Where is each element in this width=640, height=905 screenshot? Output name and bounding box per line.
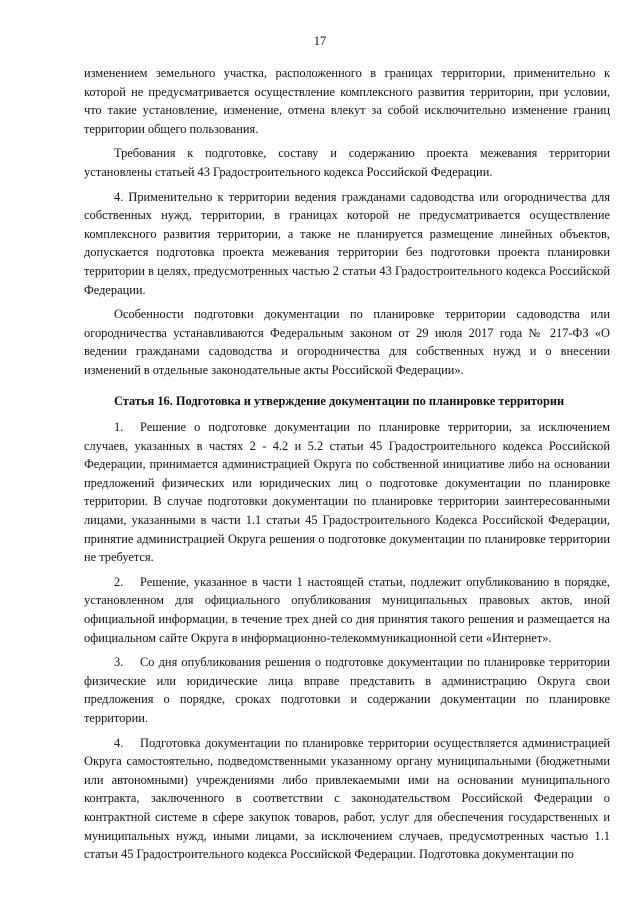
numbered-item-3	[84, 653, 610, 727]
paragraph-features: Особенности подготовки документации по планировке территории садоводства или огородничества устанавливаются Федеральным законом от 29 июля 2017 года № 217-ФЗ «О ведении гражданами садоводства и огородничества для собственных нужд и о внесении изменений в отдельные законодательные акты Российской Федерации».	[84, 307, 610, 377]
item-number: 1.	[114, 420, 124, 435]
paragraph-item-4: 4. Применительно к территории ведения гражданами садоводства или огородничества для собственных нужд, территории, в границах которой не предусматривается осуществление комплексного развития территории, а также не планируется размещение линейных объектов, допускается подготовка проекта межевания территории без подготовки проекта планировки территории в целях, предусмотренных частью 2 статьи 43 Градостроительного кодекса Российской Федерации.	[84, 189, 610, 297]
numbered-item-4	[84, 734, 610, 864]
page-number: 17	[313, 34, 327, 48]
document-body	[84, 64, 610, 870]
paragraph-continuation: изменением земельного участка, расположенного в границах территории, применительно к которой не предусматривается осуществление комплексного развития территории, при условии, что такие установление, изменение, отмена влекут за собой исключительно изменение границ территории общего пользования.	[84, 66, 610, 136]
item-text: Решение, указанное в части 1 настоящей статьи, подлежит опубликованию в порядке, установленном для официального опубликования муниципальных правовых актов, иной официальной информации, в течение трех дней со дня принятия такого решения и размещается на официальном сайте Округа в информационно-телекоммуникационной сети «Интернет».	[84, 574, 610, 645]
article-heading: Статья 16. Подготовка и утверждение документации по планировке территории	[114, 393, 565, 408]
paragraph-requirements: Требования к подготовке, составу и содержанию проекта межевания территории установлены статьей 43 Градостроительного кодекса Российской Федерации.	[84, 146, 610, 179]
item-text: Решение о подготовке документации по планировке территории, за исключением случаев, указанных в частях 2 - 4.2 и 5.2 статьи 45 Градостроительного кодекса Российской Федерации, принимается администрацией Округа по собственной инициативе либо на основании предложений физических или юридических лиц о подготовке документации по планировке территории. В случае подготовки документации по планировке территории заинтересованными лицами, указанными в части 1.1 статьи 45 Градостроительного Кодекса Российской Федерации, принятие администрацией Округа решения о подготовке документации по планировке территории не требуется.	[84, 420, 610, 565]
item-number: 4.	[114, 735, 124, 750]
numbered-item-1	[84, 418, 610, 567]
item-text: Со дня опубликования решения о подготовке документации по планировке территории физические или юридические лица вправе представить в администрацию Округа свои предложения о порядке, сроках подготовки и содержании документации по планировке территории.	[84, 655, 610, 725]
item-number: 2.	[114, 574, 124, 589]
item-text: Подготовка документации по планировке территории осуществляется администрацией Округа самостоятельно, подведомственными указанному органу муниципальными (бюджетными или автономными) учреждениями либо привлекаемыми ими на основании муниципального контракта, заключенного в соответствии с законодательством Российской Федерации о контрактной системе в сфере закупок товаров, работ, услуг для обеспечения государственных и муниципальных нужд, иными лицами, за исключением случаев, предусмотренных частью 1.1 статьи 45 Градостроительного кодекса Российской Федерации. Подготовка документации по	[84, 735, 610, 862]
numbered-item-2	[84, 573, 610, 647]
item-number: 3.	[114, 655, 124, 670]
